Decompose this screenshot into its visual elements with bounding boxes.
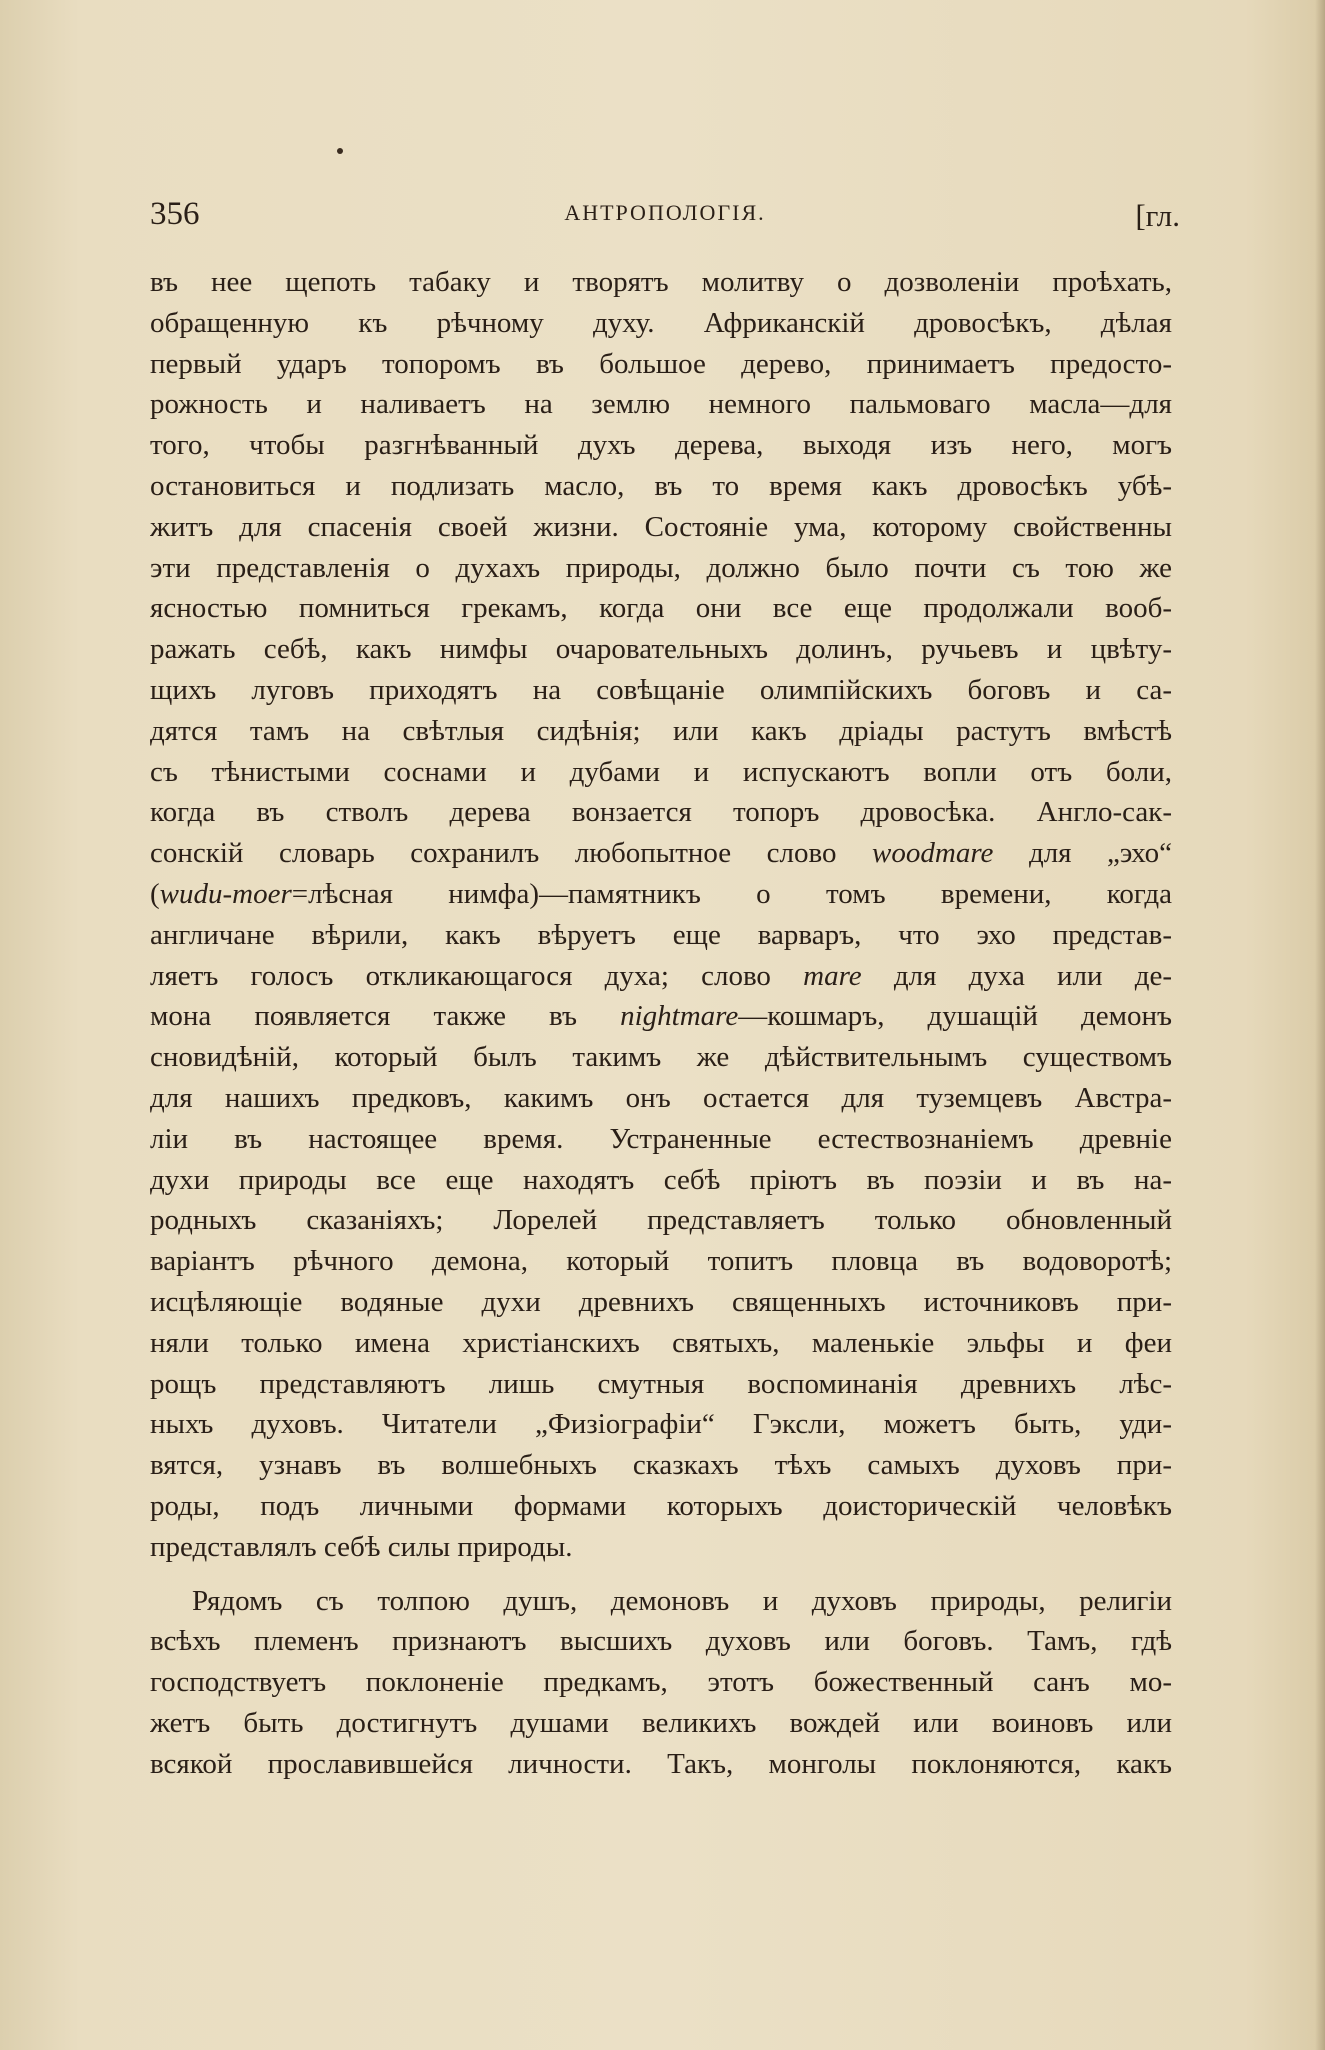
text-line: исцѣляющіе водяные духи древнихъ священныхъ источниковъ при- xyxy=(150,1285,1172,1318)
text-segment: =лѣсная нимфа)—памятникъ о томъ времени, когда xyxy=(291,877,1172,910)
text-line: ражать себѣ, какъ нимфы очаровательныхъ долинъ, ручьевъ и цвѣту- xyxy=(150,633,1172,666)
text-line: рожность и наливаетъ на землю немного пальмоваго масла—для xyxy=(150,388,1172,421)
text-line: представлялъ себѣ силы природы. xyxy=(150,1530,573,1563)
text-line: англичане вѣрили, какъ вѣруетъ еще варваръ, что эхо представ- xyxy=(150,918,1172,951)
text-line: ныхъ духовъ. Читатели „Физіографіи“ Гэксли, можетъ быть, уди- xyxy=(150,1408,1172,1441)
text-line: того, чтобы разгнѣванный духъ дерева, выходя изъ него, могъ xyxy=(150,429,1172,462)
text-line xyxy=(150,874,1172,915)
text-line: житъ для спасенія своей жизни. Состояніе ума, которому свойственны xyxy=(150,510,1172,543)
paragraph-1 xyxy=(150,262,1172,1568)
paragraph-gap xyxy=(150,1568,1172,1581)
section-marker: [гл. xyxy=(1135,198,1180,233)
text-segment: —кошмаръ, душащій демонъ xyxy=(738,1000,1172,1033)
text-segment: сонскій словарь сохранилъ любопытное слово xyxy=(150,837,873,870)
text-line: сновидѣній, который былъ такимъ же дѣйствительнымъ существомъ xyxy=(150,1041,1172,1074)
text-line: няли только имена христіанскихъ святыхъ, маленькіе эльфы и феи xyxy=(150,1326,1172,1359)
paragraph-2 xyxy=(150,1581,1172,1785)
italic-term: mare xyxy=(803,959,862,992)
text-line: ясностью помниться грекамъ, когда они все еще продолжали вооб- xyxy=(150,592,1172,625)
text-segment: ( xyxy=(150,877,160,910)
text-line: Рядомъ съ толпою душъ, демоновъ и духовъ природы, религіи xyxy=(192,1584,1172,1617)
text-line: для нашихъ предковъ, какимъ онъ остается для туземцевъ Австра- xyxy=(150,1081,1172,1114)
text-segment: ляетъ голосъ откликающагося духа; слово xyxy=(150,959,804,992)
text-line: господствуетъ поклоненіе предкамъ, этотъ божественный санъ мо- xyxy=(150,1666,1172,1699)
text-line: дятся тамъ на свѣтлыя сидѣнія; или какъ дріады растутъ вмѣстѣ xyxy=(150,714,1172,747)
text-line: роды, подъ личными формами которыхъ доисторическій человѣкъ xyxy=(150,1489,1172,1522)
ink-speck xyxy=(337,148,343,154)
text-segment: для „эхо“ xyxy=(993,837,1172,870)
italic-term: nightmare xyxy=(620,1000,739,1033)
page-header xyxy=(150,196,1180,236)
text-line xyxy=(150,833,1172,874)
text-line: въ нее щепоть табаку и творятъ молитву о дозволеніи проѣхать, xyxy=(150,266,1172,298)
text-line xyxy=(150,996,1172,1037)
page-number: 356 xyxy=(150,196,200,232)
text-line: обращенную къ рѣчному духу. Африканскій дровосѣкъ, дѣлая xyxy=(150,306,1172,339)
text-line: ліи въ настоящее время. Устраненные естествознаніемъ древніе xyxy=(150,1122,1172,1155)
text-line: вятся, узнавъ въ волшебныхъ сказкахъ тѣхъ самыхъ духовъ при- xyxy=(150,1449,1172,1482)
text-line: родныхъ сказаніяхъ; Лорелей представляетъ только обновленный xyxy=(150,1204,1172,1237)
text-segment: мона появляется также въ xyxy=(150,1000,621,1033)
italic-term: woodmare xyxy=(872,837,994,870)
text-line: когда въ стволъ дерева вонзается топоръ дровосѣка. Англо-сак- xyxy=(150,796,1172,829)
text-line: всѣхъ племенъ признаютъ высшихъ духовъ или боговъ. Тамъ, гдѣ xyxy=(150,1625,1172,1658)
text-line: духи природы все еще находятъ себѣ пріютъ въ поэзіи и въ на- xyxy=(150,1163,1172,1196)
text-line: варіантъ рѣчного демона, который топитъ пловца въ водоворотѣ; xyxy=(150,1245,1172,1278)
running-title: АНТРОПОЛОГІЯ. xyxy=(564,200,766,225)
text-line: остановиться и подлизать масло, въ то время какъ дровосѣкъ убѣ- xyxy=(150,469,1172,502)
text-line: эти представленія о духахъ природы, должно было почти съ тою же xyxy=(150,551,1172,584)
italic-term: wudu-moer xyxy=(159,877,292,910)
text-line: жетъ быть достигнутъ душами великихъ вождей или воиновъ или xyxy=(150,1706,1172,1739)
text-line: рощъ представляютъ лишь смутныя воспоминанія древнихъ лѣс- xyxy=(150,1367,1172,1400)
page-edge-shadow xyxy=(1315,0,1325,2050)
text-line: первый ударъ топоромъ въ большое дерево, принимаетъ предосто- xyxy=(150,347,1172,380)
text-line: всякой прославившейся личности. Такъ, монголы поклоняются, какъ xyxy=(150,1747,1172,1780)
text-line xyxy=(150,956,1172,997)
body-text xyxy=(150,262,1172,1784)
text-line: щихъ луговъ приходятъ на совѣщаніе олимпійскихъ боговъ и са- xyxy=(150,673,1172,706)
text-segment: для духа или де- xyxy=(861,959,1172,992)
text-line: съ тѣнистыми соснами и дубами и испускаютъ вопли отъ боли, xyxy=(150,755,1172,788)
